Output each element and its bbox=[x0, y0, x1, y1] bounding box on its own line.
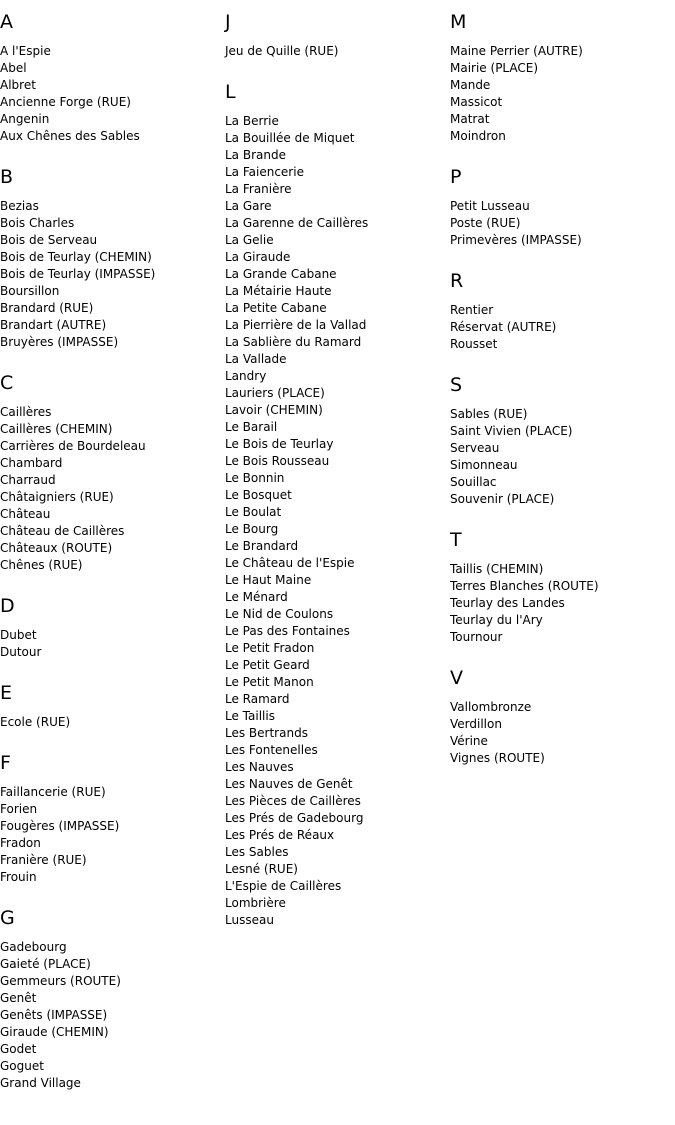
street-name: Le Barail bbox=[225, 420, 278, 434]
street-name: Frouin bbox=[0, 870, 37, 884]
street-name: Bezias bbox=[0, 199, 39, 213]
street-name: Primevères (IMPASSE) bbox=[450, 233, 582, 247]
street-name: Le Château de l'Espie bbox=[225, 556, 355, 570]
street-name: La Giraude bbox=[225, 250, 291, 264]
street-name: Le Bosquet bbox=[225, 488, 292, 502]
street-name: Châtaigniers (RUE) bbox=[0, 490, 114, 504]
street-name: Le Pas des Fontaines bbox=[225, 624, 350, 638]
street-name: Château bbox=[0, 507, 51, 521]
street-name: L'Espie de Caillères bbox=[225, 879, 342, 893]
letter-heading: G bbox=[0, 907, 15, 929]
street-list bbox=[450, 302, 670, 353]
street-name: Teurlay du l'Ary bbox=[450, 613, 543, 627]
street-name: Vérine bbox=[450, 734, 488, 748]
street-name: Rousset bbox=[450, 337, 498, 351]
street-name: Lavoir (CHEMIN) bbox=[225, 403, 323, 417]
street-name: Ecole (RUE) bbox=[0, 715, 71, 729]
letter-section bbox=[0, 594, 220, 661]
street-name: Terres Blanches (ROUTE) bbox=[450, 579, 599, 593]
street-name: Le Petit Geard bbox=[225, 658, 310, 672]
street-name: Jeu de Quille (RUE) bbox=[225, 44, 339, 58]
street-name: Les Fontenelles bbox=[225, 743, 318, 757]
street-index-column bbox=[0, 10, 220, 1112]
street-name: La Brande bbox=[225, 148, 286, 162]
letter-heading: J bbox=[225, 11, 231, 33]
street-name: La Pierrière de la Vallad bbox=[225, 318, 367, 332]
letter-heading: R bbox=[450, 270, 464, 292]
street-name: A l'Espie bbox=[0, 44, 51, 58]
street-name: Réservat (AUTRE) bbox=[450, 320, 557, 334]
street-name: Franière (RUE) bbox=[0, 853, 87, 867]
street-name: Albret bbox=[0, 78, 36, 92]
street-name: Le Nid de Coulons bbox=[225, 607, 334, 621]
street-list bbox=[0, 714, 220, 731]
letter-section bbox=[450, 165, 670, 249]
street-name: Landry bbox=[225, 369, 267, 383]
street-name: Verdillon bbox=[450, 717, 502, 731]
street-name: La Métairie Haute bbox=[225, 284, 332, 298]
street-name: Fradon bbox=[0, 836, 41, 850]
letter-section bbox=[0, 165, 220, 351]
street-name: Vignes (ROUTE) bbox=[450, 751, 545, 765]
street-name: Petit Lusseau bbox=[450, 199, 530, 213]
street-name: Bruyères (IMPASSE) bbox=[0, 335, 119, 349]
letter-section bbox=[450, 10, 670, 145]
street-name: La Vallade bbox=[225, 352, 287, 366]
street-name: La Sablière du Ramard bbox=[225, 335, 362, 349]
street-name: Forien bbox=[0, 802, 38, 816]
street-name: Genêts (IMPASSE) bbox=[0, 1008, 108, 1022]
street-name: Taillis (CHEMIN) bbox=[450, 562, 544, 576]
street-name: La Franière bbox=[225, 182, 292, 196]
street-name: Gaieté (PLACE) bbox=[0, 957, 91, 971]
street-name: Vallombronze bbox=[450, 700, 532, 714]
street-list bbox=[450, 198, 670, 249]
street-name: Les Pièces de Caillères bbox=[225, 794, 361, 808]
street-name: La Petite Cabane bbox=[225, 301, 327, 315]
letter-section bbox=[0, 371, 220, 574]
street-name: Saint Vivien (PLACE) bbox=[450, 424, 573, 438]
street-name: Le Petit Manon bbox=[225, 675, 314, 689]
street-name: Dubet bbox=[0, 628, 37, 642]
street-name: Le Boulat bbox=[225, 505, 282, 519]
street-name: Lesné (RUE) bbox=[225, 862, 298, 876]
street-name: Faillancerie (RUE) bbox=[0, 785, 106, 799]
letter-section bbox=[450, 269, 670, 353]
street-name: Poste (RUE) bbox=[450, 216, 521, 230]
letter-section bbox=[450, 373, 670, 508]
street-name: Le Haut Maine bbox=[225, 573, 312, 587]
letter-heading: M bbox=[450, 11, 467, 33]
street-name: Le Taillis bbox=[225, 709, 275, 723]
street-name: Les Sables bbox=[225, 845, 289, 859]
street-list bbox=[450, 406, 670, 508]
street-list bbox=[0, 404, 220, 574]
street-name: La Gare bbox=[225, 199, 272, 213]
letter-section bbox=[225, 10, 445, 60]
street-name: Châteaux (ROUTE) bbox=[0, 541, 113, 555]
letter-section bbox=[450, 666, 670, 767]
street-name: Souvenir (PLACE) bbox=[450, 492, 555, 506]
street-name: Le Bois Rousseau bbox=[225, 454, 330, 468]
street-name: Chênes (RUE) bbox=[0, 558, 83, 572]
letter-heading: T bbox=[450, 529, 462, 551]
street-name: Tournour bbox=[450, 630, 503, 644]
letter-heading: B bbox=[0, 166, 14, 188]
street-name: Abel bbox=[0, 61, 27, 75]
street-name: Brandart (AUTRE) bbox=[0, 318, 107, 332]
street-name: Le Ménard bbox=[225, 590, 288, 604]
street-list bbox=[0, 627, 220, 661]
street-name: Les Prés de Réaux bbox=[225, 828, 335, 842]
street-name: Bois de Teurlay (IMPASSE) bbox=[0, 267, 156, 281]
street-list bbox=[0, 198, 220, 351]
street-name: Bois de Serveau bbox=[0, 233, 98, 247]
street-name: Maine Perrier (AUTRE) bbox=[450, 44, 583, 58]
street-name: Fougères (IMPASSE) bbox=[0, 819, 120, 833]
letter-section bbox=[450, 528, 670, 646]
street-list bbox=[450, 561, 670, 646]
street-name: Lusseau bbox=[225, 913, 274, 927]
street-name: Lombrière bbox=[225, 896, 286, 910]
street-name: Château de Caillères bbox=[0, 524, 125, 538]
street-name: Carrières de Bourdeleau bbox=[0, 439, 146, 453]
letter-heading: S bbox=[450, 374, 463, 396]
street-name: Les Nauves bbox=[225, 760, 294, 774]
letter-heading: V bbox=[450, 667, 463, 689]
street-name: Ancienne Forge (RUE) bbox=[0, 95, 131, 109]
letter-section bbox=[225, 80, 445, 929]
letter-heading: A bbox=[0, 11, 13, 33]
street-name: Charraud bbox=[0, 473, 56, 487]
street-name: Bois de Teurlay (CHEMIN) bbox=[0, 250, 152, 264]
street-name: Souillac bbox=[450, 475, 497, 489]
letter-heading: D bbox=[0, 595, 15, 617]
street-name: Brandard (RUE) bbox=[0, 301, 94, 315]
street-name: Goguet bbox=[0, 1059, 44, 1073]
street-list bbox=[450, 43, 670, 145]
letter-section bbox=[0, 751, 220, 886]
street-name: Mande bbox=[450, 78, 491, 92]
street-name: Genêt bbox=[0, 991, 37, 1005]
street-index-column bbox=[450, 10, 670, 787]
street-name: Les Bertrands bbox=[225, 726, 308, 740]
street-name: La Grande Cabane bbox=[225, 267, 337, 281]
street-name: Bois Charles bbox=[0, 216, 75, 230]
street-name: Moindron bbox=[450, 129, 506, 143]
street-name: Le Petit Fradon bbox=[225, 641, 315, 655]
street-name: Angenin bbox=[0, 112, 50, 126]
street-name: Gemmeurs (ROUTE) bbox=[0, 974, 121, 988]
street-list bbox=[0, 939, 220, 1092]
street-name: Sables (RUE) bbox=[450, 407, 528, 421]
street-list bbox=[225, 113, 445, 929]
letter-heading: L bbox=[225, 81, 236, 103]
street-name: Godet bbox=[0, 1042, 37, 1056]
street-name: Rentier bbox=[450, 303, 494, 317]
street-name: Le Ramard bbox=[225, 692, 290, 706]
street-name: Le Bourg bbox=[225, 522, 279, 536]
street-list bbox=[0, 43, 220, 145]
street-name: Gadebourg bbox=[0, 940, 67, 954]
street-name: Aux Chênes des Sables bbox=[0, 129, 140, 143]
letter-heading: P bbox=[450, 166, 462, 188]
street-name: La Bouillée de Miquet bbox=[225, 131, 355, 145]
street-name: Le Bois de Teurlay bbox=[225, 437, 334, 451]
street-list bbox=[0, 784, 220, 886]
street-name: Les Nauves de Genêt bbox=[225, 777, 353, 791]
street-name: Le Bonnin bbox=[225, 471, 285, 485]
street-name: Serveau bbox=[450, 441, 500, 455]
street-name: La Garenne de Caillères bbox=[225, 216, 369, 230]
letter-section bbox=[0, 10, 220, 145]
street-name: Les Prés de Gadebourg bbox=[225, 811, 364, 825]
street-name: Dutour bbox=[0, 645, 42, 659]
street-list bbox=[450, 699, 670, 767]
letter-section bbox=[0, 906, 220, 1092]
street-name: Grand Village bbox=[0, 1076, 81, 1090]
street-name: Giraude (CHEMIN) bbox=[0, 1025, 109, 1039]
letter-section bbox=[0, 681, 220, 731]
street-name: Teurlay des Landes bbox=[450, 596, 565, 610]
street-name: Chambard bbox=[0, 456, 63, 470]
street-name: La Berrie bbox=[225, 114, 279, 128]
street-name: Simonneau bbox=[450, 458, 518, 472]
street-name: Boursillon bbox=[0, 284, 60, 298]
street-name: La Faiencerie bbox=[225, 165, 304, 179]
street-name: Lauriers (PLACE) bbox=[225, 386, 325, 400]
letter-heading: F bbox=[0, 752, 11, 774]
street-list bbox=[225, 43, 445, 60]
street-name: La Gelie bbox=[225, 233, 274, 247]
street-name: Caillères bbox=[0, 405, 52, 419]
street-name: Mairie (PLACE) bbox=[450, 61, 539, 75]
street-name: Le Brandard bbox=[225, 539, 299, 553]
street-name: Caillères (CHEMIN) bbox=[0, 422, 113, 436]
letter-heading: C bbox=[0, 372, 14, 394]
street-name: Matrat bbox=[450, 112, 490, 126]
street-name: Massicot bbox=[450, 95, 503, 109]
letter-heading: E bbox=[0, 682, 13, 704]
street-index-column bbox=[225, 10, 445, 949]
